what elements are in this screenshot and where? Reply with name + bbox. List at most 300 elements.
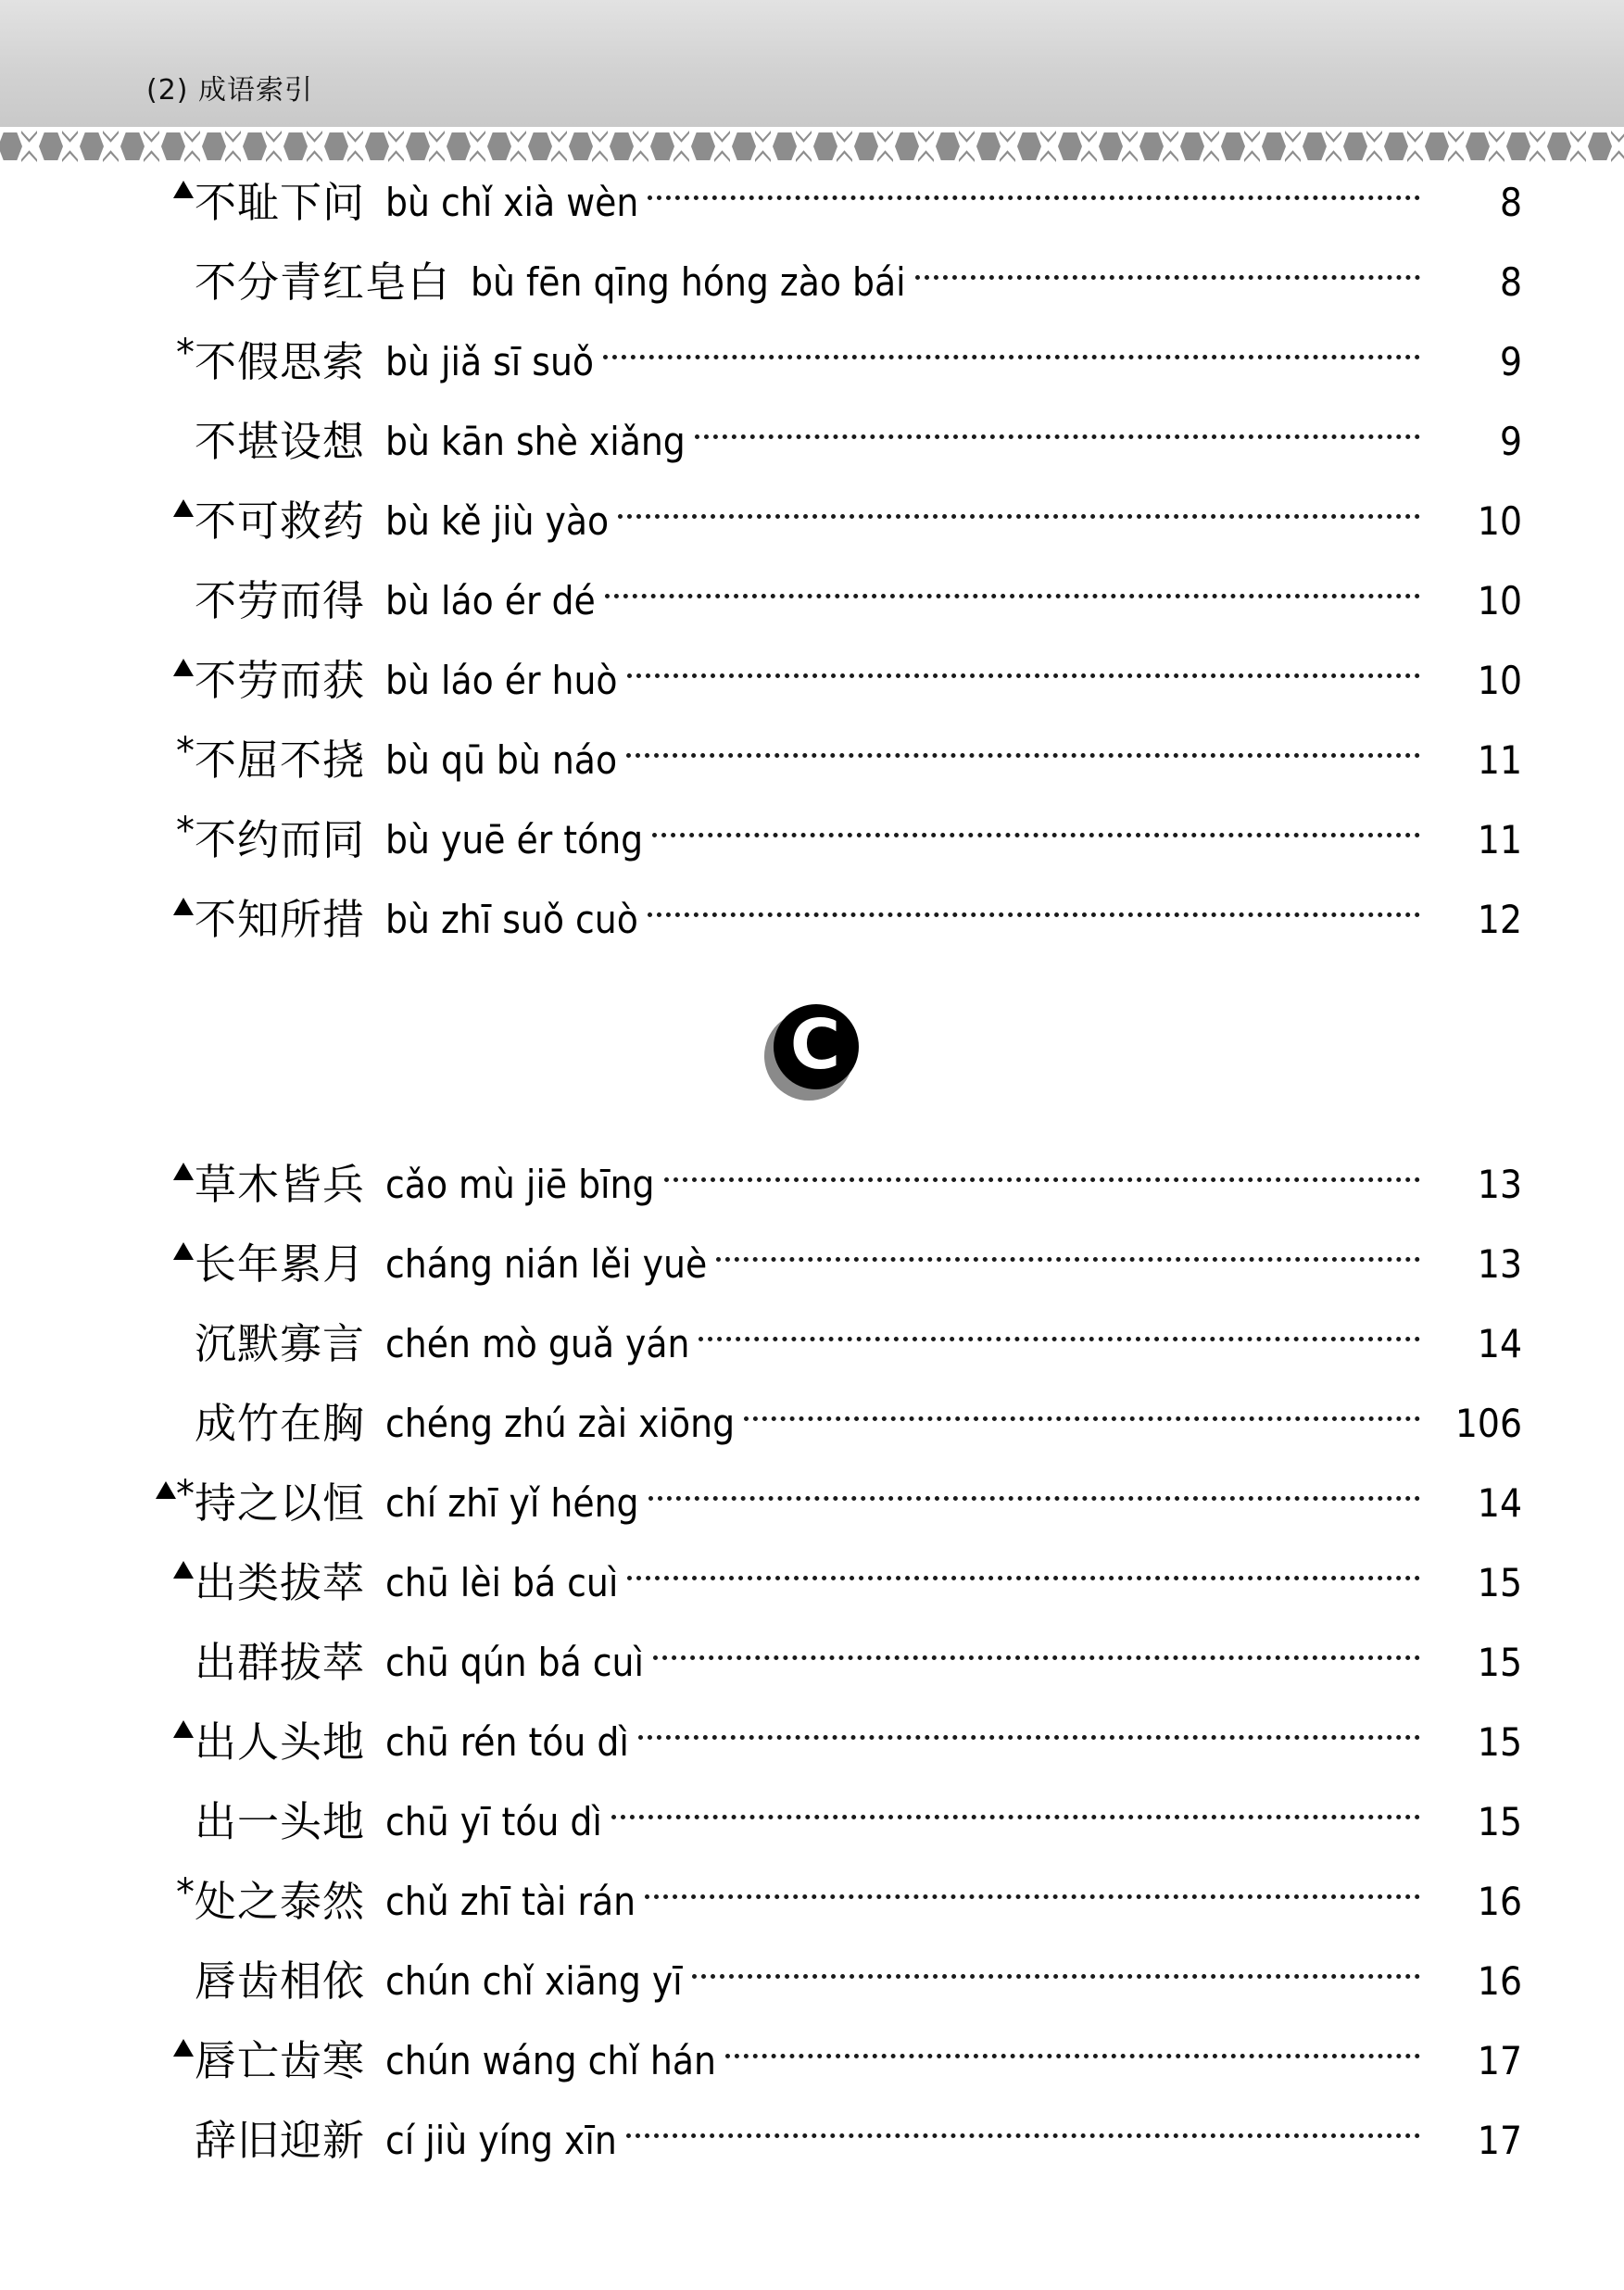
ornament-hexagon-icon [528, 132, 552, 160]
ornament-x-icon [62, 146, 78, 162]
ornament-hexagon-icon [243, 132, 267, 160]
entry-pinyin: bù yuē ér tóng [385, 817, 644, 862]
ornament-tile [689, 130, 730, 163]
ornament-x-icon [1530, 131, 1545, 146]
dot-leader [626, 2133, 1420, 2138]
entry-pinyin: chū rén tóu dì [385, 1719, 629, 1765]
ornament-hexagon-icon [1221, 132, 1245, 160]
ornament-x-icon [144, 146, 159, 162]
index-entry-row[interactable] [0, 1145, 1624, 1225]
ornament-x-icon [1489, 131, 1504, 146]
ornament-x-icon [388, 131, 404, 146]
ornament-tile [1097, 130, 1138, 163]
ornament-x-icon [1203, 131, 1219, 146]
ornament-tile [404, 130, 445, 163]
ornament-tile [0, 130, 37, 163]
ornament-x-icon [21, 146, 37, 162]
entry-page-number: 15 [1477, 1799, 1522, 1844]
index-entry-row[interactable] [0, 880, 1624, 960]
entry-page-number: 10 [1477, 498, 1522, 544]
ornament-hexagon-icon [976, 132, 1001, 160]
index-entry-row[interactable] [0, 561, 1624, 641]
entry-pinyin: chǔ zhī tài rán [385, 1879, 636, 1924]
ornament-tile [1382, 130, 1423, 163]
ornament-hexagon-icon [936, 132, 960, 160]
page-header [0, 0, 1624, 130]
ornament-tile [893, 130, 934, 163]
ornament-x-icon [470, 146, 485, 162]
entry-idiom: 长年累月 [195, 1239, 366, 1289]
ornament-hexagon-icon [1466, 132, 1490, 160]
ornament-hexagon-icon [1547, 132, 1571, 160]
ornament-x-icon [470, 131, 485, 146]
ornament-hexagon-icon [447, 132, 471, 160]
entry-pinyin: cí jiù yíng xīn [385, 2118, 617, 2163]
page-title: (2) 成语索引 [146, 74, 314, 107]
ornament-x-icon [714, 131, 730, 146]
ornament-x-icon [837, 146, 852, 162]
entry-page-number: 8 [1499, 180, 1522, 225]
entry-pinyin: bù fēn qīng hóng zào bái [471, 259, 906, 305]
entry-page-number: 16 [1477, 1958, 1522, 2004]
ornament-tile [1260, 130, 1301, 163]
ornament-tile [1586, 130, 1624, 163]
dot-leader [915, 275, 1420, 280]
entry-idiom: 成竹在胸 [195, 1399, 366, 1448]
ornament-x-icon [266, 131, 282, 146]
ornament-hexagon-icon [1425, 132, 1449, 160]
ornament-hexagon-icon [650, 132, 674, 160]
ornament-x-icon [837, 131, 852, 146]
ornament-x-icon [1122, 146, 1138, 162]
ornament-x-icon [1040, 131, 1056, 146]
entry-marker [139, 332, 195, 388]
ornament-tile [1341, 130, 1382, 163]
entry-marker [139, 1159, 195, 1211]
ornament-x-icon [347, 146, 363, 162]
dot-leader [744, 1416, 1420, 1421]
entry-pinyin: bù láo ér dé [385, 578, 596, 623]
ornament-x-icon [184, 131, 200, 146]
entry-marker [139, 894, 195, 946]
dot-leader [653, 1655, 1420, 1660]
entry-marker [139, 1473, 195, 1529]
entry-idiom: 出类拔萃 [195, 1558, 366, 1607]
dot-leader [699, 1337, 1420, 1341]
entry-idiom: 不假思索 [195, 337, 366, 386]
entry-pinyin: bù kān shè xiǎng [385, 419, 686, 464]
entry-marker [139, 810, 195, 866]
entry-marker [139, 1871, 195, 1928]
entry-pinyin: chū qún bá cuì [385, 1640, 644, 1685]
triangle-marker-icon [173, 1561, 194, 1579]
entry-idiom: 草木皆兵 [195, 1160, 366, 1209]
section-divider-c [0, 960, 1624, 1145]
entry-marker [139, 1557, 195, 1609]
ornament-tile [1464, 130, 1504, 163]
ornament-x-icon [877, 131, 893, 146]
ornament-x-icon [1244, 146, 1260, 162]
ornament-tile [812, 130, 852, 163]
entry-marker [139, 416, 195, 468]
index-entry-row[interactable] [0, 1304, 1624, 1384]
ornament-x-icon [1081, 146, 1097, 162]
ornament-tile [730, 130, 771, 163]
index-section-b [0, 163, 1624, 960]
ornament-hexagon-icon [691, 132, 715, 160]
ornament-x-icon [429, 146, 445, 162]
entry-pinyin: bù chǐ xià wèn [385, 180, 639, 225]
ornament-x-icon [225, 146, 241, 162]
dot-leader [692, 1974, 1420, 1979]
ornament-tile [363, 130, 404, 163]
ornament-x-icon [307, 146, 322, 162]
entry-pinyin: chéng zhú zài xiōng [385, 1401, 736, 1446]
entry-marker [139, 1637, 195, 1689]
entry-page-number: 12 [1477, 897, 1522, 942]
index-entry-row[interactable] [0, 2101, 1624, 2181]
ornament-x-icon [755, 146, 771, 162]
ornament-x-icon [510, 146, 526, 162]
entry-idiom: 出群拔萃 [195, 1638, 366, 1687]
ornament-x-icon [755, 131, 771, 146]
entry-page-number: 13 [1477, 1241, 1522, 1287]
dot-leader [638, 1735, 1420, 1740]
ornament-tile [975, 130, 1015, 163]
ornament-x-icon [1040, 146, 1056, 162]
ornament-tile [1545, 130, 1586, 163]
entry-marker [139, 2115, 195, 2167]
triangle-marker-icon [173, 499, 194, 517]
ornament-x-icon [1611, 131, 1624, 146]
entry-pinyin: chū yī tóu dì [385, 1799, 602, 1844]
ornament-x-icon [877, 146, 893, 162]
ornament-x-icon [1163, 146, 1178, 162]
ornament-x-icon [959, 131, 975, 146]
ornament-x-icon [674, 146, 689, 162]
triangle-marker-icon [173, 2039, 194, 2057]
ornament-x-icon [959, 146, 975, 162]
index-entry-row[interactable] [0, 243, 1624, 322]
entry-pinyin: chí zhī yǐ héng [385, 1480, 639, 1526]
ornament-hexagon-icon [773, 132, 797, 160]
index-entry-row[interactable] [0, 1384, 1624, 1464]
ornament-x-icon [1326, 146, 1341, 162]
ornament-hexagon-icon [406, 132, 430, 160]
entry-idiom: 唇齿相依 [195, 1957, 366, 2006]
ornament-hexagon-icon [283, 132, 308, 160]
ornament-hexagon-icon [1588, 132, 1612, 160]
entry-page-number: 106 [1454, 1401, 1522, 1446]
dot-leader [611, 1815, 1420, 1819]
index-entry-row[interactable] [0, 1225, 1624, 1304]
ornament-x-icon [714, 146, 730, 162]
ornament-hexagon-icon [1343, 132, 1367, 160]
badge-core [774, 1004, 859, 1089]
ornament-x-icon [1244, 131, 1260, 146]
ornament-x-icon [1203, 146, 1219, 162]
entry-page-number: 10 [1477, 578, 1522, 623]
ornament-hexagon-icon [1017, 132, 1041, 160]
ornament-hexagon-icon [854, 132, 878, 160]
ornament-tile [1423, 130, 1464, 163]
ornament-tile [200, 130, 241, 163]
ornament-x-icon [1285, 131, 1301, 146]
entry-page-number: 14 [1477, 1480, 1522, 1526]
entry-page-number: 15 [1477, 1640, 1522, 1685]
entry-page-number: 11 [1477, 737, 1522, 783]
index-entry-row[interactable] [0, 402, 1624, 482]
ornament-hexagon-icon [569, 132, 593, 160]
ornament-x-icon [1530, 146, 1545, 162]
ornament-x-icon [1366, 131, 1382, 146]
dot-leader [695, 434, 1420, 439]
dot-leader [648, 1496, 1420, 1501]
triangle-marker-icon [173, 181, 194, 198]
dot-leader [652, 833, 1420, 837]
entry-marker [139, 2035, 195, 2087]
entry-marker [139, 655, 195, 707]
dot-leader [664, 1177, 1420, 1182]
entry-page-number: 15 [1477, 1560, 1522, 1605]
ornament-x-icon [388, 146, 404, 162]
index-entry-row[interactable] [0, 641, 1624, 721]
dot-leader [627, 1576, 1420, 1580]
index-entry-row[interactable] [0, 1623, 1624, 1703]
ornament-x-icon [103, 131, 119, 146]
entry-page-number: 14 [1477, 1321, 1522, 1366]
index-entry-row[interactable] [0, 1862, 1624, 1942]
triangle-marker-icon [173, 1720, 194, 1738]
entry-marker [139, 1796, 195, 1848]
index-entry-row[interactable] [0, 2021, 1624, 2101]
ornament-x-icon [1285, 146, 1301, 162]
index-entry-row[interactable] [0, 1942, 1624, 2021]
ornament-x-icon [633, 146, 648, 162]
ornament-tile [852, 130, 893, 163]
ornament-x-icon [1407, 131, 1423, 146]
ornament-x-icon [1570, 131, 1586, 146]
entry-marker [139, 1956, 195, 2007]
ornament-hexagon-icon [161, 132, 185, 160]
entry-idiom: 不知所措 [195, 895, 366, 944]
ornament-x-icon [144, 131, 159, 146]
entry-idiom: 不屈不挠 [195, 736, 366, 785]
triangle-marker-icon [173, 659, 194, 676]
entry-marker [139, 1318, 195, 1370]
ornament-x-icon [796, 146, 812, 162]
ornament-x-icon [1489, 146, 1504, 162]
entry-idiom: 不可救药 [195, 497, 366, 546]
ornament-hexagon-icon [487, 132, 511, 160]
ornament-tile [445, 130, 485, 163]
index-section-c [0, 1145, 1624, 2181]
ornament-x-icon [674, 131, 689, 146]
ornament-hexagon-icon [895, 132, 919, 160]
ornament-x-icon [307, 131, 322, 146]
star-marker-icon: * [176, 1473, 195, 1516]
index-entry-row[interactable] [0, 322, 1624, 402]
ornament-x-icon [592, 131, 608, 146]
ornament-x-icon [1000, 131, 1015, 146]
entry-page-number: 17 [1477, 2038, 1522, 2083]
star-marker-icon: * [176, 1871, 195, 1914]
entry-pinyin: cǎo mù jiē bīng [385, 1162, 655, 1207]
index-entry-row[interactable] [0, 800, 1624, 880]
ornament-hexagon-icon [1099, 132, 1123, 160]
ornament-x-icon [184, 146, 200, 162]
entry-page-number: 15 [1477, 1719, 1522, 1765]
ornament-x-icon [62, 131, 78, 146]
entry-page-number: 8 [1499, 259, 1522, 305]
ornament-hexagon-icon [0, 132, 22, 160]
ornament-tile [934, 130, 975, 163]
entry-pinyin: bù láo ér huò [385, 658, 618, 703]
ornament-x-icon [266, 146, 282, 162]
star-marker-icon: * [176, 730, 195, 773]
ornament-hexagon-icon [610, 132, 634, 160]
entry-page-number: 10 [1477, 658, 1522, 703]
ornament-hexagon-icon [80, 132, 104, 160]
entry-idiom: 持之以恒 [195, 1478, 366, 1528]
entry-page-number: 9 [1499, 339, 1522, 384]
ornament-x-icon [1326, 131, 1341, 146]
ornament-tile [1138, 130, 1178, 163]
ornament-tile [159, 130, 200, 163]
triangle-marker-icon [173, 1242, 194, 1260]
index-entry-row[interactable] [0, 1464, 1624, 1543]
dot-leader [627, 673, 1420, 678]
ornament-x-icon [1081, 131, 1097, 146]
ornament-tile [78, 130, 119, 163]
dot-leader [645, 1894, 1420, 1899]
entry-idiom: 辞旧迎新 [195, 2116, 366, 2165]
ornament-hexagon-icon [202, 132, 226, 160]
entry-pinyin: bù kě jiù yào [385, 498, 610, 544]
entry-marker [139, 1717, 195, 1768]
entry-marker [139, 1239, 195, 1290]
ornament-hexagon-icon [1506, 132, 1530, 160]
entry-page-number: 17 [1477, 2118, 1522, 2163]
entry-marker [139, 730, 195, 786]
entry-page-number: 9 [1499, 419, 1522, 464]
ornament-hexagon-icon [1180, 132, 1204, 160]
ornament-x-icon [796, 131, 812, 146]
ornament-hexagon-icon [120, 132, 145, 160]
ornament-x-icon [1570, 146, 1586, 162]
ornament-tile [282, 130, 322, 163]
ornament-tile [608, 130, 648, 163]
ornament-hexagon-icon [1384, 132, 1408, 160]
star-marker-icon: * [176, 810, 195, 852]
ornament-tile [771, 130, 812, 163]
ornament-tile [1301, 130, 1341, 163]
ornament-x-icon [1611, 146, 1624, 162]
entry-idiom: 沉默寡言 [195, 1319, 366, 1368]
ornament-x-icon [551, 131, 567, 146]
entry-idiom: 出一头地 [195, 1797, 366, 1846]
ornament-x-icon [347, 131, 363, 146]
ornament-tile [1504, 130, 1545, 163]
ornament-x-icon [103, 146, 119, 162]
index-entry-row[interactable] [0, 1543, 1624, 1623]
ornament-hexagon-icon [1058, 132, 1082, 160]
entry-idiom: 唇亡齿寒 [195, 2036, 366, 2085]
entry-idiom: 不分青红皂白 [195, 258, 451, 307]
index-entry-row[interactable] [0, 163, 1624, 243]
idiom-index-list [0, 163, 1624, 2181]
dot-leader [716, 1257, 1420, 1262]
decorative-ornament-band [0, 130, 1624, 163]
entry-pinyin: cháng nián lěi yuè [385, 1241, 708, 1287]
ornament-hexagon-icon [365, 132, 389, 160]
ornament-x-icon [21, 131, 37, 146]
entry-marker [139, 1398, 195, 1450]
entry-pinyin: chén mò guǎ yán [385, 1321, 690, 1366]
ornament-hexagon-icon [1303, 132, 1327, 160]
entry-idiom: 不劳而得 [195, 576, 366, 625]
entry-page-number: 16 [1477, 1879, 1522, 1924]
ornament-tile [322, 130, 363, 163]
ornament-tile [1056, 130, 1097, 163]
ornament-x-icon [551, 146, 567, 162]
entry-marker [139, 257, 195, 308]
ornament-tile [485, 130, 526, 163]
ornament-tile [1219, 130, 1260, 163]
ornament-x-icon [1448, 131, 1464, 146]
entry-pinyin: chún chǐ xiāng yī [385, 1958, 683, 2004]
ornament-x-icon [633, 131, 648, 146]
entry-idiom: 不耻下问 [195, 178, 366, 227]
ornament-hexagon-icon [732, 132, 756, 160]
ornament-x-icon [429, 131, 445, 146]
section-letter-badge [764, 1004, 861, 1101]
entry-idiom: 不约而同 [195, 815, 366, 864]
entry-idiom: 出人头地 [195, 1718, 366, 1767]
ornament-tile [1015, 130, 1056, 163]
entry-pinyin: bù zhī suǒ cuò [385, 897, 638, 942]
triangle-marker-icon [173, 1163, 194, 1180]
ornament-x-icon [918, 146, 934, 162]
index-entry-row[interactable] [0, 721, 1624, 800]
index-entry-row[interactable] [0, 1703, 1624, 1782]
index-entry-row[interactable] [0, 1782, 1624, 1862]
ornament-tile [567, 130, 608, 163]
dot-leader [648, 195, 1420, 200]
dot-leader [648, 912, 1420, 917]
dot-leader [605, 594, 1420, 598]
ornament-hexagon-icon [1139, 132, 1164, 160]
ornament-tile [119, 130, 159, 163]
ornament-x-icon [918, 131, 934, 146]
entry-idiom: 不劳而获 [195, 656, 366, 705]
ornament-tile [526, 130, 567, 163]
ornament-x-icon [1407, 146, 1423, 162]
ornament-x-icon [1122, 131, 1138, 146]
entry-marker [139, 177, 195, 229]
star-marker-icon: * [176, 332, 195, 374]
triangle-marker-icon [156, 1481, 176, 1499]
ornament-x-icon [225, 131, 241, 146]
entry-pinyin: bù qū bù náo [385, 737, 618, 783]
ornament-x-icon [1000, 146, 1015, 162]
index-entry-row[interactable] [0, 482, 1624, 561]
ornament-x-icon [1163, 131, 1178, 146]
entry-pinyin: bù jiǎ sī suǒ [385, 339, 595, 384]
ornament-hexagon-icon [813, 132, 837, 160]
ornament-x-icon [1366, 146, 1382, 162]
badge-letter: C [789, 1005, 841, 1085]
